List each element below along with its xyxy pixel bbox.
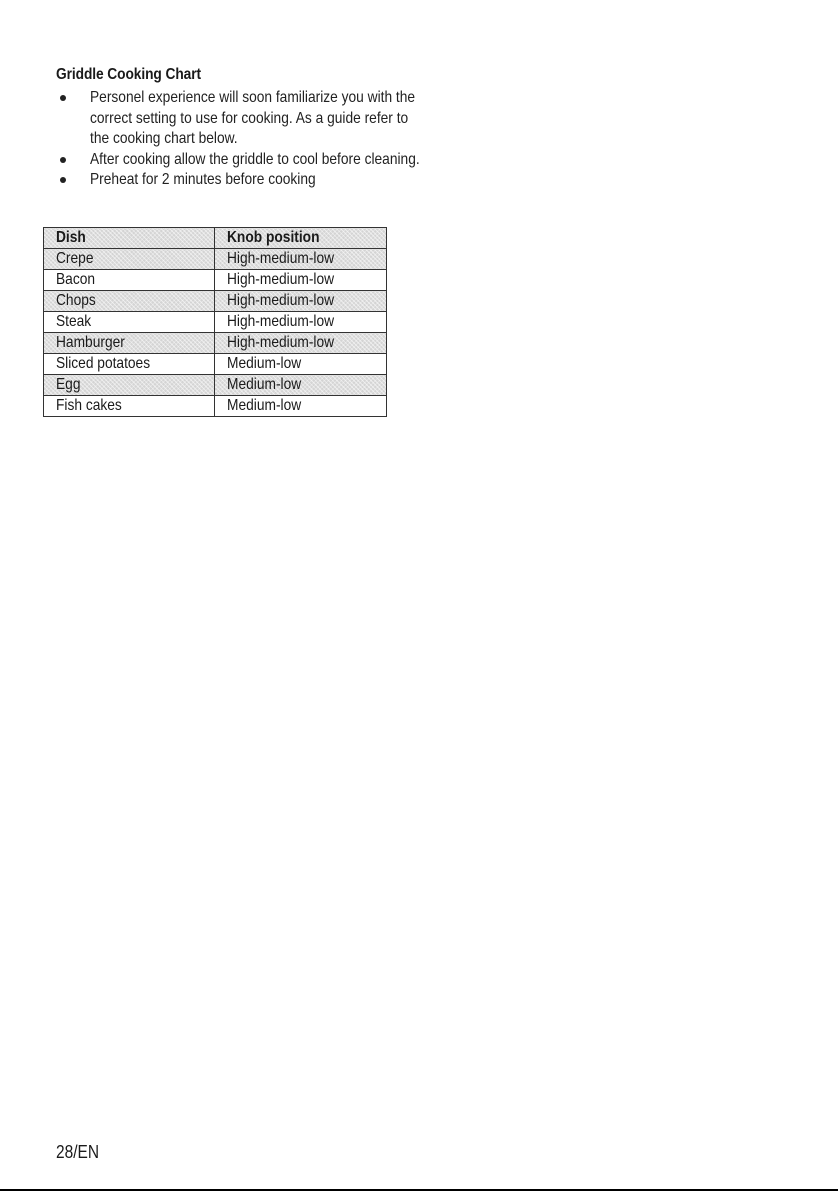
table-row — [44, 270, 387, 291]
table-row — [44, 291, 387, 312]
knob-position-cell: High-medium-low — [215, 291, 387, 312]
column-header-dish: Dish — [44, 228, 215, 249]
table-row — [44, 333, 387, 354]
knob-position-cell: High-medium-low — [215, 249, 387, 270]
instruction-item — [56, 150, 420, 171]
dish-cell: Crepe — [44, 249, 215, 270]
knob-position-cell: Medium-low — [215, 375, 387, 396]
dish-cell: Hamburger — [44, 333, 215, 354]
table-row — [44, 375, 387, 396]
table-row — [44, 249, 387, 270]
page-number: 28/EN — [56, 1142, 100, 1162]
dish-cell: Bacon — [44, 270, 215, 291]
bullet-dot-icon — [60, 95, 66, 101]
knob-position-cell: High-medium-low — [215, 333, 387, 354]
table-row — [44, 354, 387, 375]
instruction-item — [56, 88, 416, 150]
cooking-chart-table — [43, 227, 387, 417]
dish-cell: Steak — [44, 312, 215, 333]
dish-cell: Egg — [44, 375, 215, 396]
instruction-text: Personel experience will soon familiarize you with the correct setting to use for cooking. As a guide refer to the cooking chart below. — [90, 89, 416, 147]
dish-cell: Chops — [44, 291, 215, 312]
knob-position-cell: High-medium-low — [215, 312, 387, 333]
instruction-list — [56, 88, 420, 191]
instruction-text: Preheat for 2 minutes before cooking — [90, 171, 316, 188]
knob-position-cell: Medium-low — [215, 354, 387, 375]
bullet-dot-icon — [60, 157, 66, 163]
knob-position-cell: Medium-low — [215, 396, 387, 417]
dish-cell: Sliced potatoes — [44, 354, 215, 375]
instruction-text: After cooking allow the griddle to cool before cleaning. — [90, 150, 420, 168]
knob-position-cell: High-medium-low — [215, 270, 387, 291]
column-header-knob-position: Knob position — [215, 228, 387, 249]
table-header-row — [44, 228, 387, 249]
table-body — [44, 249, 387, 417]
table-row — [44, 312, 387, 333]
table-row — [44, 396, 387, 417]
section-title: Griddle Cooking Chart — [56, 66, 201, 83]
bullet-dot-icon — [60, 177, 66, 183]
instruction-item — [56, 170, 416, 191]
dish-cell: Fish cakes — [44, 396, 215, 417]
